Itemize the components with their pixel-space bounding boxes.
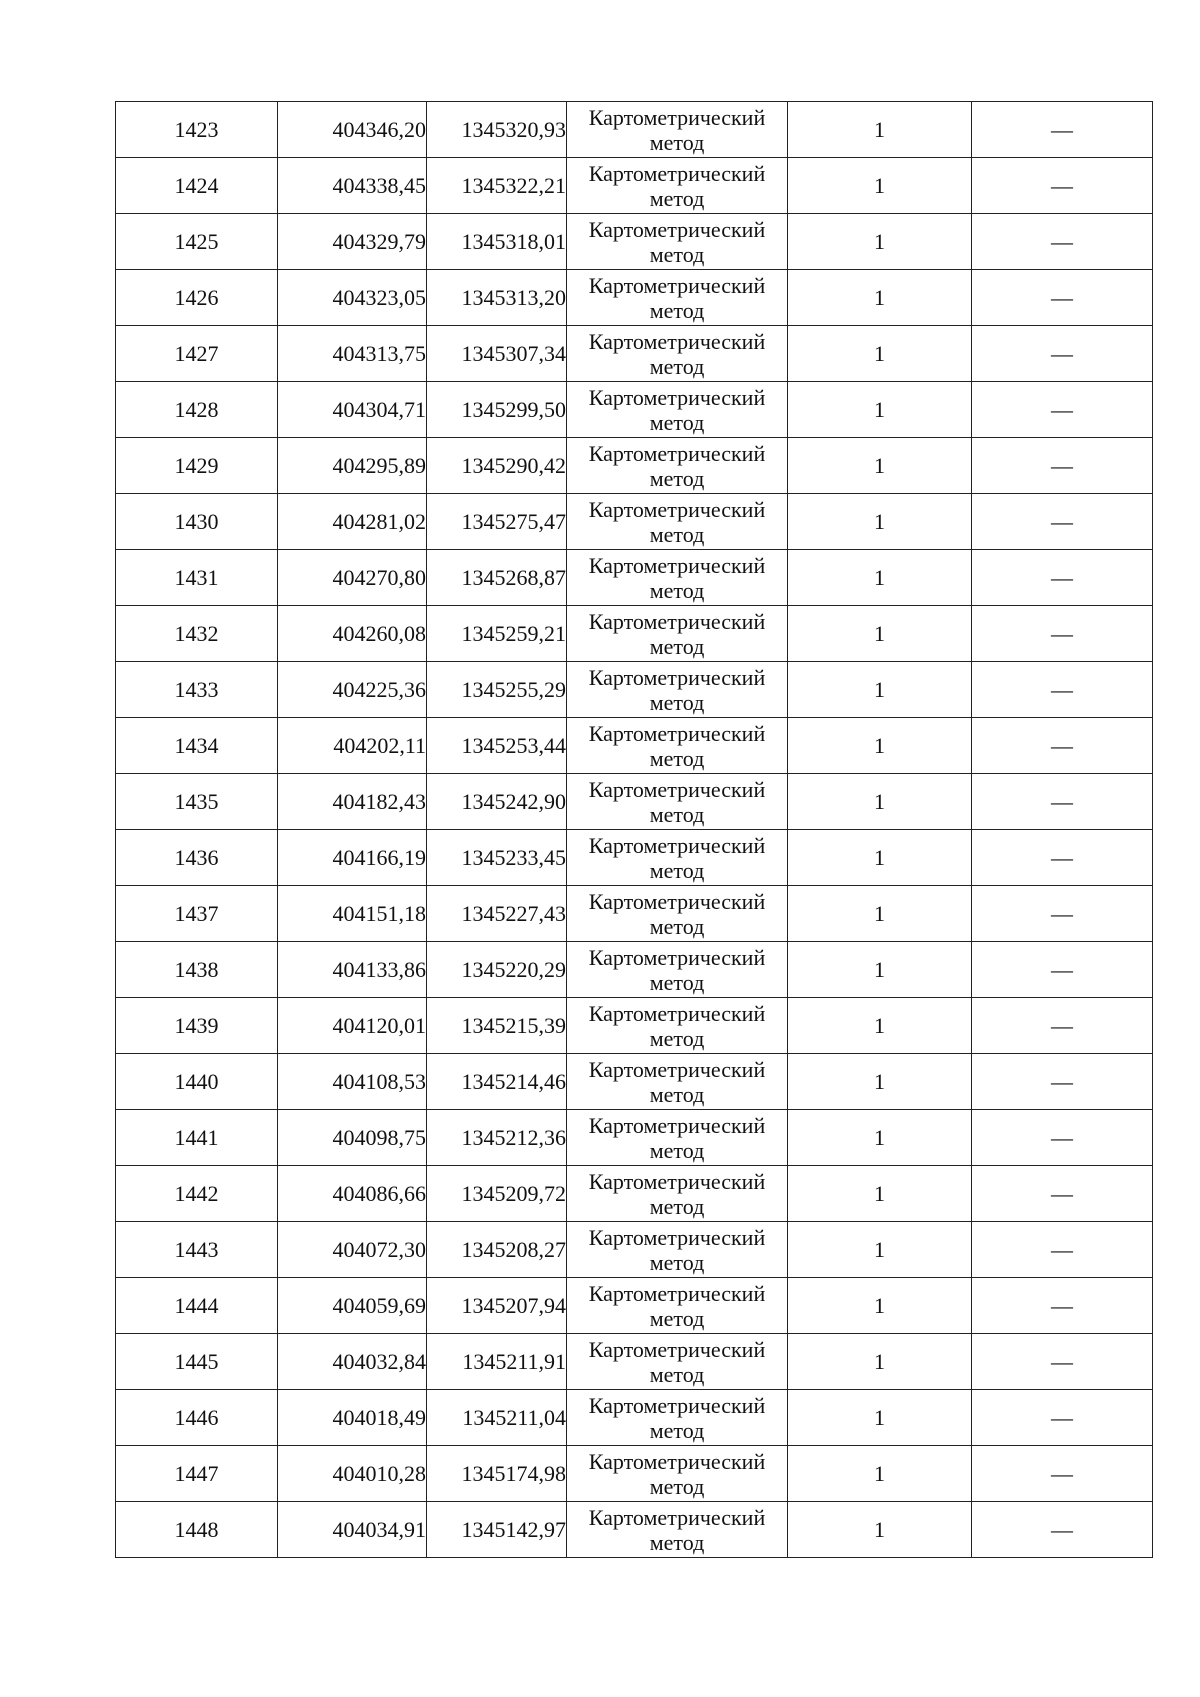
accuracy-cell: 1 (788, 1502, 972, 1558)
method-line-1: Картометрический (588, 776, 766, 802)
accuracy-cell: 1 (788, 774, 972, 830)
y-coordinate-cell: 1345313,20 (427, 270, 567, 326)
method-cell (567, 718, 788, 774)
method-line-2: метод (649, 801, 705, 827)
note-cell: — (972, 830, 1153, 886)
accuracy-cell: 1 (788, 1166, 972, 1222)
method-line-2: метод (649, 409, 705, 435)
table-row (116, 998, 1153, 1054)
note-cell: — (972, 1334, 1153, 1390)
table-row (116, 158, 1153, 214)
x-coordinate-cell: 404346,20 (278, 102, 427, 158)
method-line-1: Картометрический (588, 888, 766, 914)
method-line-2: метод (649, 353, 705, 379)
table-row (116, 102, 1153, 158)
point-number-cell: 1434 (116, 718, 278, 774)
y-coordinate-cell: 1345211,91 (427, 1334, 567, 1390)
method-line-1: Картометрический (588, 552, 766, 578)
x-coordinate-cell: 404313,75 (278, 326, 427, 382)
table-row (116, 774, 1153, 830)
note-cell: — (972, 214, 1153, 270)
note-cell: — (972, 662, 1153, 718)
note-cell: — (972, 158, 1153, 214)
accuracy-cell: 1 (788, 830, 972, 886)
method-cell (567, 830, 788, 886)
method-line-2: метод (649, 689, 705, 715)
x-coordinate-cell: 404120,01 (278, 998, 427, 1054)
table-row (116, 718, 1153, 774)
y-coordinate-cell: 1345318,01 (427, 214, 567, 270)
accuracy-cell: 1 (788, 550, 972, 606)
method-line-2: метод (649, 1081, 705, 1107)
method-line-2: метод (649, 1473, 705, 1499)
note-cell: — (972, 1166, 1153, 1222)
table-row (116, 606, 1153, 662)
note-cell: — (972, 438, 1153, 494)
method-line-2: метод (649, 577, 705, 603)
point-number-cell: 1443 (116, 1222, 278, 1278)
y-coordinate-cell: 1345307,34 (427, 326, 567, 382)
table-row (116, 1446, 1153, 1502)
point-number-cell: 1427 (116, 326, 278, 382)
method-cell (567, 1446, 788, 1502)
y-coordinate-cell: 1345242,90 (427, 774, 567, 830)
method-cell (567, 326, 788, 382)
method-line-1: Картометрический (588, 160, 766, 186)
point-number-cell: 1438 (116, 942, 278, 998)
point-number-cell: 1444 (116, 1278, 278, 1334)
x-coordinate-cell: 404182,43 (278, 774, 427, 830)
method-cell (567, 102, 788, 158)
x-coordinate-cell: 404295,89 (278, 438, 427, 494)
x-coordinate-cell: 404059,69 (278, 1278, 427, 1334)
note-cell: — (972, 270, 1153, 326)
note-cell: — (972, 1390, 1153, 1446)
point-number-cell: 1442 (116, 1166, 278, 1222)
x-coordinate-cell: 404338,45 (278, 158, 427, 214)
x-coordinate-cell: 404086,66 (278, 1166, 427, 1222)
accuracy-cell: 1 (788, 494, 972, 550)
y-coordinate-cell: 1345142,97 (427, 1502, 567, 1558)
note-cell: — (972, 382, 1153, 438)
method-line-2: метод (649, 1417, 705, 1443)
y-coordinate-cell: 1345214,46 (427, 1054, 567, 1110)
x-coordinate-cell: 404032,84 (278, 1334, 427, 1390)
x-coordinate-cell: 404072,30 (278, 1222, 427, 1278)
note-cell: — (972, 1110, 1153, 1166)
method-line-1: Картометрический (588, 1448, 766, 1474)
table-row (116, 1222, 1153, 1278)
method-line-2: метод (649, 1529, 705, 1555)
x-coordinate-cell: 404098,75 (278, 1110, 427, 1166)
method-cell (567, 1054, 788, 1110)
table-row (116, 830, 1153, 886)
point-number-cell: 1431 (116, 550, 278, 606)
x-coordinate-cell: 404018,49 (278, 1390, 427, 1446)
y-coordinate-cell: 1345212,36 (427, 1110, 567, 1166)
y-coordinate-cell: 1345220,29 (427, 942, 567, 998)
note-cell: — (972, 1222, 1153, 1278)
method-cell (567, 1334, 788, 1390)
note-cell: — (972, 998, 1153, 1054)
method-line-2: метод (649, 129, 705, 155)
x-coordinate-cell: 404166,19 (278, 830, 427, 886)
table-row (116, 270, 1153, 326)
point-number-cell: 1429 (116, 438, 278, 494)
method-cell (567, 438, 788, 494)
method-line-1: Картометрический (588, 1392, 766, 1418)
y-coordinate-cell: 1345290,42 (427, 438, 567, 494)
accuracy-cell: 1 (788, 942, 972, 998)
point-number-cell: 1430 (116, 494, 278, 550)
x-coordinate-cell: 404225,36 (278, 662, 427, 718)
y-coordinate-cell: 1345174,98 (427, 1446, 567, 1502)
x-coordinate-cell: 404151,18 (278, 886, 427, 942)
x-coordinate-cell: 404202,11 (278, 718, 427, 774)
accuracy-cell: 1 (788, 382, 972, 438)
method-cell (567, 1502, 788, 1558)
x-coordinate-cell: 404034,91 (278, 1502, 427, 1558)
method-line-1: Картометрический (588, 1504, 766, 1530)
point-number-cell: 1436 (116, 830, 278, 886)
note-cell: — (972, 494, 1153, 550)
method-cell (567, 942, 788, 998)
method-cell (567, 662, 788, 718)
method-line-2: метод (649, 465, 705, 491)
point-number-cell: 1424 (116, 158, 278, 214)
method-cell (567, 1390, 788, 1446)
x-coordinate-cell: 404108,53 (278, 1054, 427, 1110)
method-line-1: Картометрический (588, 440, 766, 466)
method-line-2: метод (649, 633, 705, 659)
method-line-1: Картометрический (588, 216, 766, 242)
table-row (116, 1390, 1153, 1446)
accuracy-cell: 1 (788, 438, 972, 494)
note-cell: — (972, 606, 1153, 662)
point-number-cell: 1441 (116, 1110, 278, 1166)
table-row (116, 494, 1153, 550)
point-number-cell: 1432 (116, 606, 278, 662)
method-line-2: метод (649, 745, 705, 771)
method-line-1: Картометрический (588, 664, 766, 690)
point-number-cell: 1433 (116, 662, 278, 718)
point-number-cell: 1435 (116, 774, 278, 830)
y-coordinate-cell: 1345299,50 (427, 382, 567, 438)
accuracy-cell: 1 (788, 1446, 972, 1502)
method-line-1: Картометрический (588, 272, 766, 298)
x-coordinate-cell: 404281,02 (278, 494, 427, 550)
note-cell: — (972, 1446, 1153, 1502)
method-line-1: Картометрический (588, 720, 766, 746)
table-row (116, 942, 1153, 998)
method-line-1: Картометрический (588, 384, 766, 410)
method-line-1: Картометрический (588, 496, 766, 522)
method-line-2: метод (649, 521, 705, 547)
accuracy-cell: 1 (788, 102, 972, 158)
table-row (116, 382, 1153, 438)
point-number-cell: 1445 (116, 1334, 278, 1390)
y-coordinate-cell: 1345211,04 (427, 1390, 567, 1446)
table-row (116, 1166, 1153, 1222)
method-line-1: Картометрический (588, 1056, 766, 1082)
method-cell (567, 382, 788, 438)
accuracy-cell: 1 (788, 1334, 972, 1390)
accuracy-cell: 1 (788, 270, 972, 326)
table-row (116, 1502, 1153, 1558)
method-line-2: метод (649, 1249, 705, 1275)
note-cell: — (972, 774, 1153, 830)
table-row (116, 886, 1153, 942)
method-line-2: метод (649, 857, 705, 883)
method-cell (567, 606, 788, 662)
y-coordinate-cell: 1345227,43 (427, 886, 567, 942)
accuracy-cell: 1 (788, 1278, 972, 1334)
method-cell (567, 1110, 788, 1166)
accuracy-cell: 1 (788, 606, 972, 662)
point-number-cell: 1440 (116, 1054, 278, 1110)
method-cell (567, 270, 788, 326)
method-cell (567, 550, 788, 606)
method-cell (567, 1222, 788, 1278)
y-coordinate-cell: 1345322,21 (427, 158, 567, 214)
y-coordinate-cell: 1345215,39 (427, 998, 567, 1054)
point-number-cell: 1446 (116, 1390, 278, 1446)
table-row (116, 214, 1153, 270)
note-cell: — (972, 1502, 1153, 1558)
y-coordinate-cell: 1345208,27 (427, 1222, 567, 1278)
point-number-cell: 1448 (116, 1502, 278, 1558)
note-cell: — (972, 550, 1153, 606)
accuracy-cell: 1 (788, 326, 972, 382)
method-line-1: Картометрический (588, 1112, 766, 1138)
method-line-1: Картометрический (588, 328, 766, 354)
point-number-cell: 1447 (116, 1446, 278, 1502)
accuracy-cell: 1 (788, 998, 972, 1054)
accuracy-cell: 1 (788, 662, 972, 718)
method-line-1: Картометрический (588, 944, 766, 970)
method-line-2: метод (649, 1137, 705, 1163)
accuracy-cell: 1 (788, 158, 972, 214)
method-line-2: метод (649, 913, 705, 939)
x-coordinate-cell: 404133,86 (278, 942, 427, 998)
y-coordinate-cell: 1345268,87 (427, 550, 567, 606)
note-cell: — (972, 326, 1153, 382)
note-cell: — (972, 1278, 1153, 1334)
accuracy-cell: 1 (788, 886, 972, 942)
method-line-2: метод (649, 969, 705, 995)
method-line-2: метод (649, 1025, 705, 1051)
point-number-cell: 1437 (116, 886, 278, 942)
y-coordinate-cell: 1345233,45 (427, 830, 567, 886)
method-line-1: Картометрический (588, 608, 766, 634)
point-number-cell: 1426 (116, 270, 278, 326)
method-cell (567, 494, 788, 550)
method-cell (567, 998, 788, 1054)
table-row (116, 1110, 1153, 1166)
y-coordinate-cell: 1345255,29 (427, 662, 567, 718)
x-coordinate-cell: 404329,79 (278, 214, 427, 270)
note-cell: — (972, 1054, 1153, 1110)
table-row (116, 550, 1153, 606)
point-number-cell: 1425 (116, 214, 278, 270)
y-coordinate-cell: 1345253,44 (427, 718, 567, 774)
x-coordinate-cell: 404260,08 (278, 606, 427, 662)
note-cell: — (972, 942, 1153, 998)
x-coordinate-cell: 404304,71 (278, 382, 427, 438)
y-coordinate-cell: 1345275,47 (427, 494, 567, 550)
method-line-2: метод (649, 185, 705, 211)
accuracy-cell: 1 (788, 1054, 972, 1110)
method-line-1: Картометрический (588, 1224, 766, 1250)
accuracy-cell: 1 (788, 1110, 972, 1166)
coordinates-table (115, 101, 1153, 1558)
method-line-1: Картометрический (588, 832, 766, 858)
method-cell (567, 1278, 788, 1334)
point-number-cell: 1423 (116, 102, 278, 158)
method-line-2: метод (649, 297, 705, 323)
note-cell: — (972, 102, 1153, 158)
accuracy-cell: 1 (788, 214, 972, 270)
table-row (116, 326, 1153, 382)
point-number-cell: 1439 (116, 998, 278, 1054)
method-line-2: метод (649, 1305, 705, 1331)
method-line-1: Картометрический (588, 1280, 766, 1306)
accuracy-cell: 1 (788, 718, 972, 774)
coordinates-table-body (116, 102, 1153, 1558)
method-cell (567, 1166, 788, 1222)
method-line-1: Картометрический (588, 1336, 766, 1362)
note-cell: — (972, 886, 1153, 942)
point-number-cell: 1428 (116, 382, 278, 438)
table-row (116, 662, 1153, 718)
table-row (116, 1054, 1153, 1110)
y-coordinate-cell: 1345320,93 (427, 102, 567, 158)
method-cell (567, 158, 788, 214)
accuracy-cell: 1 (788, 1390, 972, 1446)
x-coordinate-cell: 404323,05 (278, 270, 427, 326)
method-line-2: метод (649, 241, 705, 267)
note-cell: — (972, 718, 1153, 774)
method-line-1: Картометрический (588, 1168, 766, 1194)
y-coordinate-cell: 1345259,21 (427, 606, 567, 662)
method-line-1: Картометрический (588, 104, 766, 130)
method-cell (567, 214, 788, 270)
x-coordinate-cell: 404270,80 (278, 550, 427, 606)
accuracy-cell: 1 (788, 1222, 972, 1278)
table-row (116, 438, 1153, 494)
table-row (116, 1334, 1153, 1390)
method-line-2: метод (649, 1193, 705, 1219)
y-coordinate-cell: 1345207,94 (427, 1278, 567, 1334)
y-coordinate-cell: 1345209,72 (427, 1166, 567, 1222)
method-cell (567, 774, 788, 830)
table-row (116, 1278, 1153, 1334)
method-line-1: Картометрический (588, 1000, 766, 1026)
method-cell (567, 886, 788, 942)
x-coordinate-cell: 404010,28 (278, 1446, 427, 1502)
method-line-2: метод (649, 1361, 705, 1387)
